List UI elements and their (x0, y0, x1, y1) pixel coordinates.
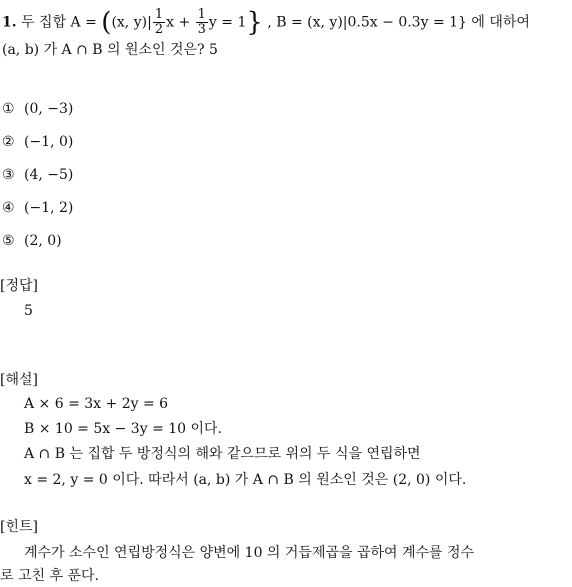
open-brace: ( (101, 7, 112, 38)
choice-text: (−1, 0) (24, 134, 74, 150)
explanation-line-2: B × 10 = 5x − 3y = 10 이다. (24, 421, 223, 437)
choice-marker: ② (2, 134, 15, 150)
choice-marker: ⑤ (2, 233, 15, 249)
choice-text: (2, 0) (24, 233, 62, 249)
hint-line-1: 계수가 소수인 연립방정식은 양변에 10 의 거듭제곱을 곱하여 계수를 정수 (24, 545, 475, 561)
choice-2[interactable] (2, 132, 73, 152)
set-a-close: y = 1 (208, 14, 247, 31)
answer-value: 5 (24, 303, 33, 319)
question-number: 1. (2, 14, 17, 31)
choice-1[interactable] (2, 99, 73, 119)
choice-marker: ① (2, 101, 15, 117)
choice-5[interactable] (2, 231, 62, 251)
choice-4[interactable] (2, 198, 73, 218)
close-brace: } (246, 7, 263, 38)
explanation-line-1: A × 6 = 3x + 2y = 6 (24, 396, 169, 412)
choice-text: (4, −5) (24, 167, 74, 183)
explanation-line-3: A ∩ B 는 집합 두 방정식의 해와 같으므로 위의 두 식을 연립하면 (24, 446, 421, 462)
question-line-2: (a, b) 가 A ∩ B 의 원소인 것은? 5 (2, 42, 218, 58)
choice-3[interactable] (2, 165, 73, 185)
question-suffix: , B = (x, y)|0.5x − 0.3y = 1} 에 대하여 (267, 14, 530, 31)
hint-line-2: 로 고친 후 푼다. (0, 568, 99, 584)
set-a-mid: x + (166, 14, 195, 31)
hint-label: [힌트] (0, 519, 38, 535)
question-line-1 (2, 8, 530, 37)
explanation-label: [해설] (0, 372, 38, 388)
set-a-open: (x, y)| (111, 14, 152, 31)
answer-label: [정답] (0, 278, 38, 294)
choice-text: (0, −3) (24, 101, 74, 117)
choice-text: (−1, 2) (24, 200, 74, 216)
question-prefix: 두 집합 A = (21, 14, 102, 31)
fraction-one-half: $\frac{1}{2}$ (154, 7, 164, 37)
fraction-one-third: $\frac{1}{3}$ (197, 7, 206, 37)
choice-marker: ③ (2, 167, 15, 183)
choice-marker: ④ (2, 200, 15, 216)
explanation-line-4: x = 2, y = 0 이다. 따라서 (a, b) 가 A ∩ B 의 원소인 것은 (2, 0) 이다. (24, 472, 467, 488)
